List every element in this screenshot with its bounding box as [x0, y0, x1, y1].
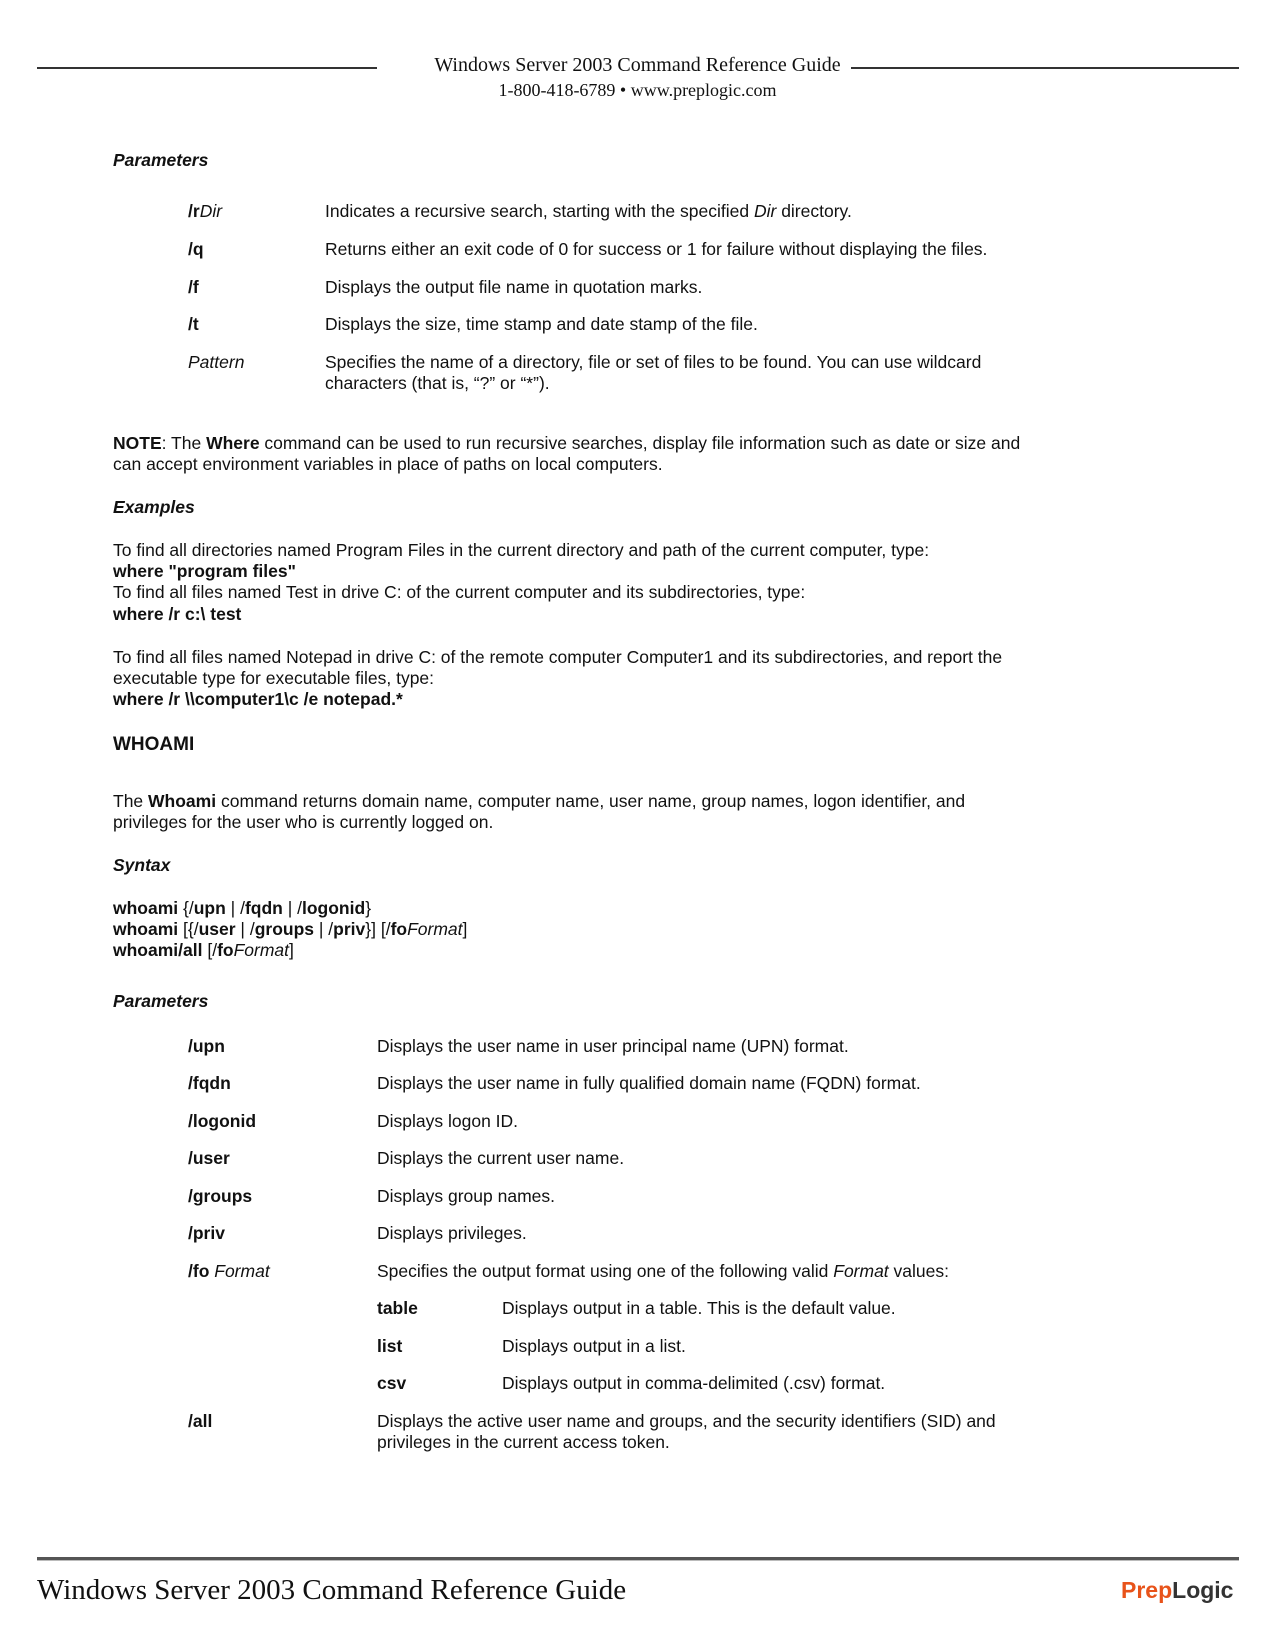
param-fo-desc: Specifies the output format using one of the following valid Format values: [377, 1261, 949, 1281]
example-1-command: where "program files" [113, 561, 296, 581]
param-q-flag: /q [188, 239, 204, 259]
header-title-text: Windows Server 2003 Command Reference Guide [424, 54, 850, 76]
param-upn-desc: Displays the user name in user principal name (UPN) format. [377, 1036, 849, 1056]
syntax-line-2: whoami [{/user | /groups | /priv}] [/foFormat] [113, 919, 468, 939]
syntax-line-3: whoami/all [/foFormat] [113, 940, 294, 960]
whoami-intro-1: The Whoami command returns domain name, computer name, user name, group names, logon identifier, and [113, 791, 966, 811]
param-priv-desc: Displays privileges. [377, 1223, 527, 1243]
example-2-command: where /r c:\ test [113, 604, 242, 624]
preplogic-logo: PrepLogic [1121, 1577, 1234, 1603]
param-all-desc-1: Displays the active user name and groups, and the security identifiers (SID) and [377, 1411, 996, 1431]
header-title [0, 53, 1275, 77]
param-r-flag: /rDir [188, 201, 223, 221]
param-upn-flag: /upn [188, 1036, 225, 1056]
param-t-desc: Displays the size, time stamp and date stamp of the file. [325, 314, 758, 334]
param-logonid-desc: Displays logon ID. [377, 1111, 519, 1131]
param-pattern-arg: Pattern [188, 352, 245, 372]
param-all-flag: /all [188, 1411, 213, 1431]
note-line-1: NOTE: The Where command can be used to run recursive searches, display file information such as date or size and [113, 433, 1021, 453]
param-logonid-flag: /logonid [188, 1111, 257, 1131]
param-groups-desc: Displays group names. [377, 1186, 555, 1206]
param-all-desc-2: privileges in the current access token. [377, 1432, 670, 1452]
syntax-heading: Syntax [113, 855, 171, 875]
whoami-params-heading: Parameters [113, 991, 209, 1011]
param-fqdn-flag: /fqdn [188, 1073, 231, 1093]
param-groups-flag: /groups [188, 1186, 253, 1206]
where-params-heading: Parameters [113, 150, 209, 170]
param-pattern-desc-2: characters (that is, “?” or “*”). [325, 373, 550, 393]
header-contact: 1-800-418-6789 • www.preplogic.com [498, 80, 777, 100]
note-line-2: can accept environment variables in place of paths on local computers. [113, 454, 663, 474]
whoami-heading: WHOAMI [113, 734, 195, 755]
format-table-desc: Displays output in a table. This is the default value. [502, 1298, 896, 1318]
param-f-desc: Displays the output file name in quotation marks. [325, 277, 703, 297]
example-3-text-2: executable type for executable files, type: [113, 668, 435, 688]
format-csv-name: csv [377, 1373, 407, 1393]
whoami-intro-2: privileges for the user who is currently logged on. [113, 812, 494, 832]
param-fqdn-desc: Displays the user name in fully qualified domain name (FQDN) format. [377, 1073, 921, 1093]
param-t-flag: /t [188, 314, 199, 334]
example-2-text: To find all files named Test in drive C: of the current computer and its subdirectories, type: [113, 582, 806, 602]
format-list-desc: Displays output in a list. [502, 1336, 686, 1356]
param-fo-flag: /fo Format [188, 1261, 270, 1281]
example-1-text: To find all directories named Program Files in the current directory and path of the current computer, type: [113, 540, 930, 560]
param-f-flag: /f [188, 277, 199, 297]
format-table-name: table [377, 1298, 418, 1318]
param-user-flag: /user [188, 1148, 230, 1168]
param-r-desc: Indicates a recursive search, starting with the specified Dir directory. [325, 201, 852, 221]
param-q-desc: Returns either an exit code of 0 for success or 1 for failure without displaying the files. [325, 239, 988, 259]
param-pattern-desc-1: Specifies the name of a directory, file or set of files to be found. You can use wildcard [325, 352, 982, 372]
footer-title: Windows Server 2003 Command Reference Guide [37, 1574, 627, 1606]
format-list-name: list [377, 1336, 403, 1356]
example-3-command: where /r \\computer1\c /e notepad.* [113, 689, 403, 709]
footer-rule [37, 1557, 1239, 1561]
syntax-line-1: whoami {/upn | /fqdn | /logonid} [113, 898, 372, 918]
param-priv-flag: /priv [188, 1223, 225, 1243]
param-user-desc: Displays the current user name. [377, 1148, 625, 1168]
example-3-text-1: To find all files named Notepad in drive C: of the remote computer Computer1 and its subdirectories, and report the [113, 647, 1003, 667]
format-csv-desc: Displays output in comma-delimited (.csv) format. [502, 1373, 886, 1393]
examples-heading: Examples [113, 497, 195, 517]
